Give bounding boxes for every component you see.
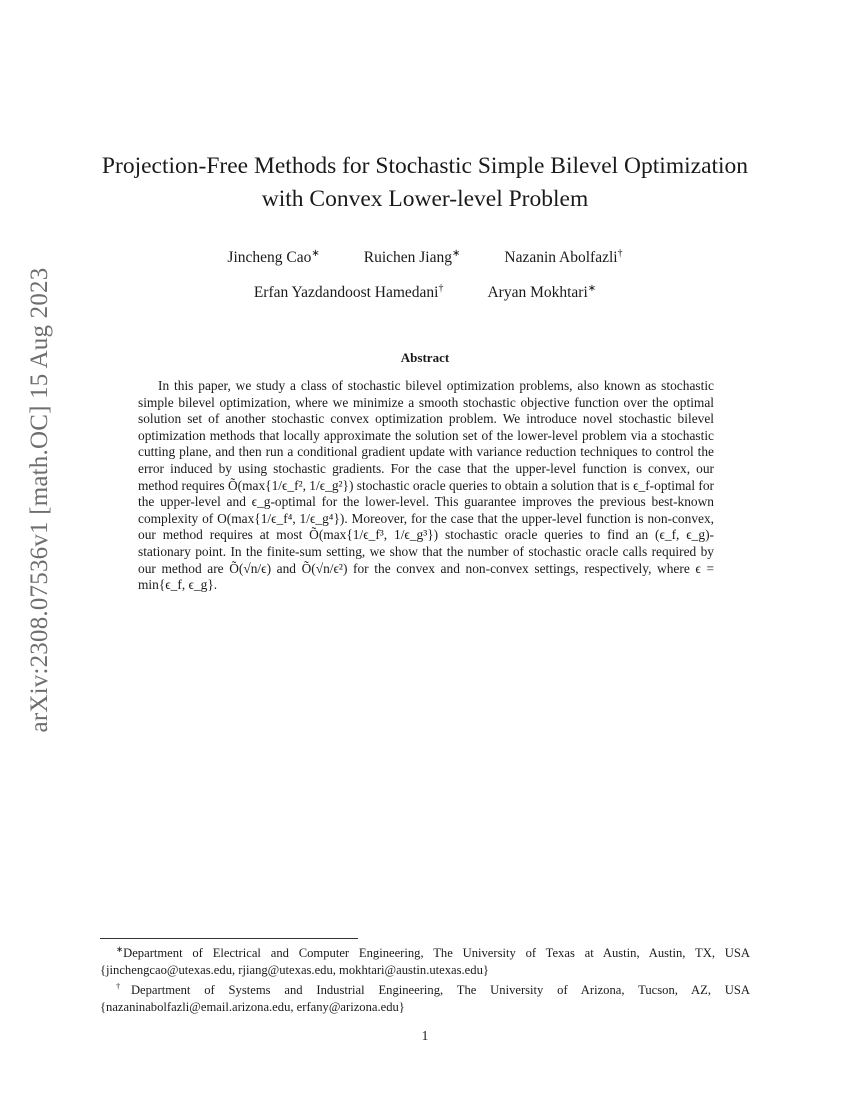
affiliation-mark: ∗ <box>311 248 320 259</box>
arxiv-identifier-stamp: arXiv:2308.07536v1 [math.OC] 15 Aug 2023 <box>26 267 53 733</box>
footnotes <box>100 941 750 1016</box>
title-line-2: with Convex Lower-level Problem <box>261 186 589 212</box>
affiliation-mark: ∗ <box>452 248 461 259</box>
author <box>504 238 622 273</box>
author-row-1 <box>120 238 730 273</box>
author <box>227 238 319 273</box>
author-name: Erfan Yazdandoost Hamedani <box>253 284 439 302</box>
author-name: Jincheng Cao <box>227 249 312 267</box>
title-line-1: Projection-Free Methods for Stochastic Simple Bilevel Optimization <box>101 153 749 179</box>
author-name: Ruichen Jiang <box>363 249 452 267</box>
paper-title <box>90 150 760 216</box>
page-number: 1 <box>421 1028 429 1043</box>
author <box>254 273 444 308</box>
author-name: Nazanin Abolfazli <box>504 249 618 267</box>
author-name: Aryan Mokhtari <box>487 284 588 302</box>
author <box>364 238 461 273</box>
footnote-text: Department of Systems and Industrial Engineering, The University of Arizona, Tucson, AZ, USA {nazaninabolfazli@email.arizona.edu, erfany@arizona.edu} <box>100 983 750 1015</box>
footnote <box>100 941 750 978</box>
abstract-heading: Abstract <box>400 350 450 365</box>
author-row-2 <box>120 273 730 308</box>
footnote-rule <box>100 938 358 939</box>
abstract-body: In this paper, we study a class of stochastic bilevel optimization problems, also known as stochastic simple bilevel optimization, where we minimize a smooth stochastic objective function over the optimal solution set of another stochastic convex optimization problem. We introduce novel stochastic bilevel optimization methods that locally approximate the solution set of the lower-level problem via a stochastic cutting plane, and then run a conditional gradient update with variance reduction techniques to control the error induced by using stochastic gradients. For the case that the upper-level function is convex, our method requires Õ(max{1/ϵ_f², 1/ϵ_g²}) stochastic oracle queries to obtain a solution that is ϵ_f-optimal for the upper-level and ϵ_g-optimal for the lower-level. This guarantee improves the previous best-known complexity of O(max{1/ϵ_f⁴, 1/ϵ_g⁴}). Moreover, for the case that the upper-level function is non-convex, our method requires at most Õ(max{1/ϵ_f³, 1/ϵ_g³}) stochastic oracle queries to find an (ϵ_f, ϵ_g)-stationary point. In the finite-sum setting, we show that the number of stochastic oracle calls required by our method are Õ(√n/ϵ) and Õ(√n/ϵ²) for the convex and non-convex settings, respectively, where ϵ = min{ϵ_f, ϵ_g}. <box>138 378 714 593</box>
footnote <box>100 978 750 1015</box>
footnote-mark: † <box>116 981 131 992</box>
affiliation-mark: † <box>438 283 444 295</box>
affiliation-mark: ∗ <box>587 283 597 295</box>
footnote-text: Department of Electrical and Computer Engineering, The University of Texas at Austin, Austin, TX, USA {jinchengcao@utexas.edu, rjiang@utexas.edu, mokhtari@austin.utexas.edu} <box>100 946 750 977</box>
author-list <box>120 238 730 308</box>
author <box>487 273 596 308</box>
affiliation-mark: † <box>617 248 623 259</box>
footnote-mark: ∗ <box>116 944 124 954</box>
